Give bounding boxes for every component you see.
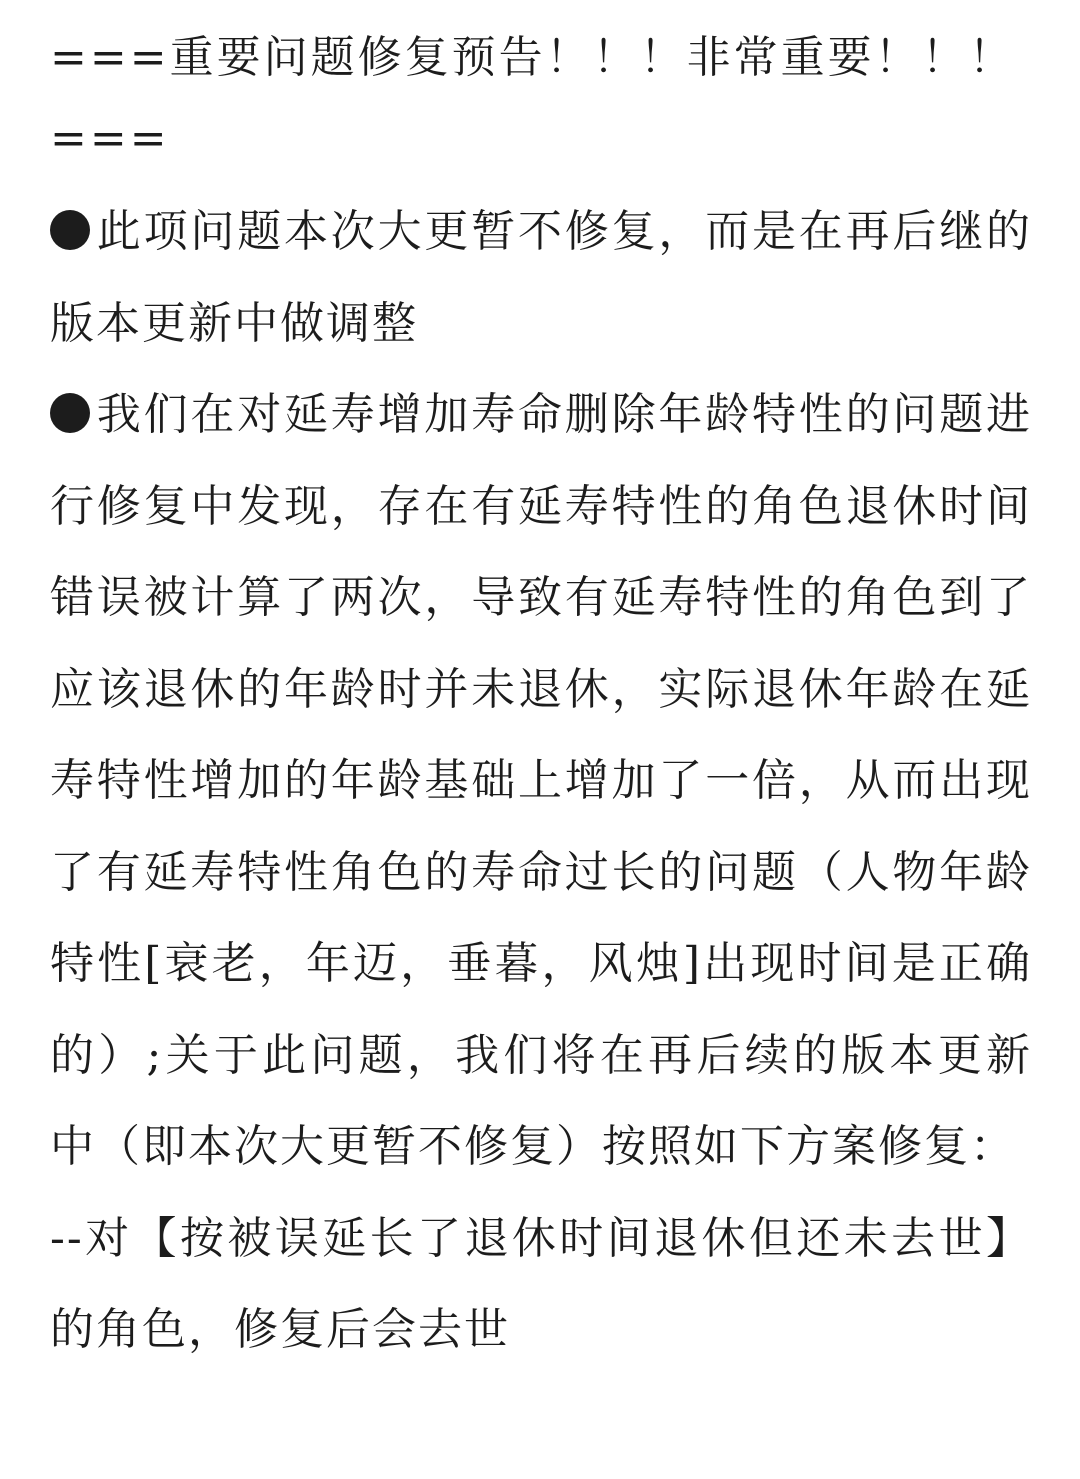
notice-paragraph-3 bbox=[50, 1193, 1032, 1376]
notice-title: ===重要问题修复预告！！！非常重要！！！ bbox=[50, 32, 1016, 83]
bullet-dot-icon bbox=[50, 210, 90, 250]
notice-title-continuation: === bbox=[50, 113, 170, 164]
paragraph-2-text: 我们在对延寿增加寿命删除年龄特性的问题进行修复中发现，存在有延寿特性的角色退休时间错误被计算了两次，导致有延寿特性的角色到了应该退休的年龄时并未退休，实际退休年龄在延寿特性增加的年龄基础上增加了一倍，从而出现了有延寿特性角色的寿命过长的问题（人物年龄特性[衰老，年迈，垂暮，风烛]出现时间是正确的）;关于此问题，我们将在再后续的版本更新中（即本次大更暂不修复）按照如下方案修复： bbox=[50, 389, 1032, 1172]
paragraph-1-text: 此项问题本次大更暂不修复，而是在再后继的版本更新中做调整 bbox=[50, 206, 1032, 349]
bullet-dot-icon bbox=[50, 393, 90, 433]
notice-paragraph-2 bbox=[50, 369, 1032, 1193]
paragraph-3-text: --对【按被误延长了退休时间退休但还未去世】的角色，修复后会去世 bbox=[50, 1212, 1032, 1355]
notice-paragraph-1 bbox=[50, 186, 1032, 369]
